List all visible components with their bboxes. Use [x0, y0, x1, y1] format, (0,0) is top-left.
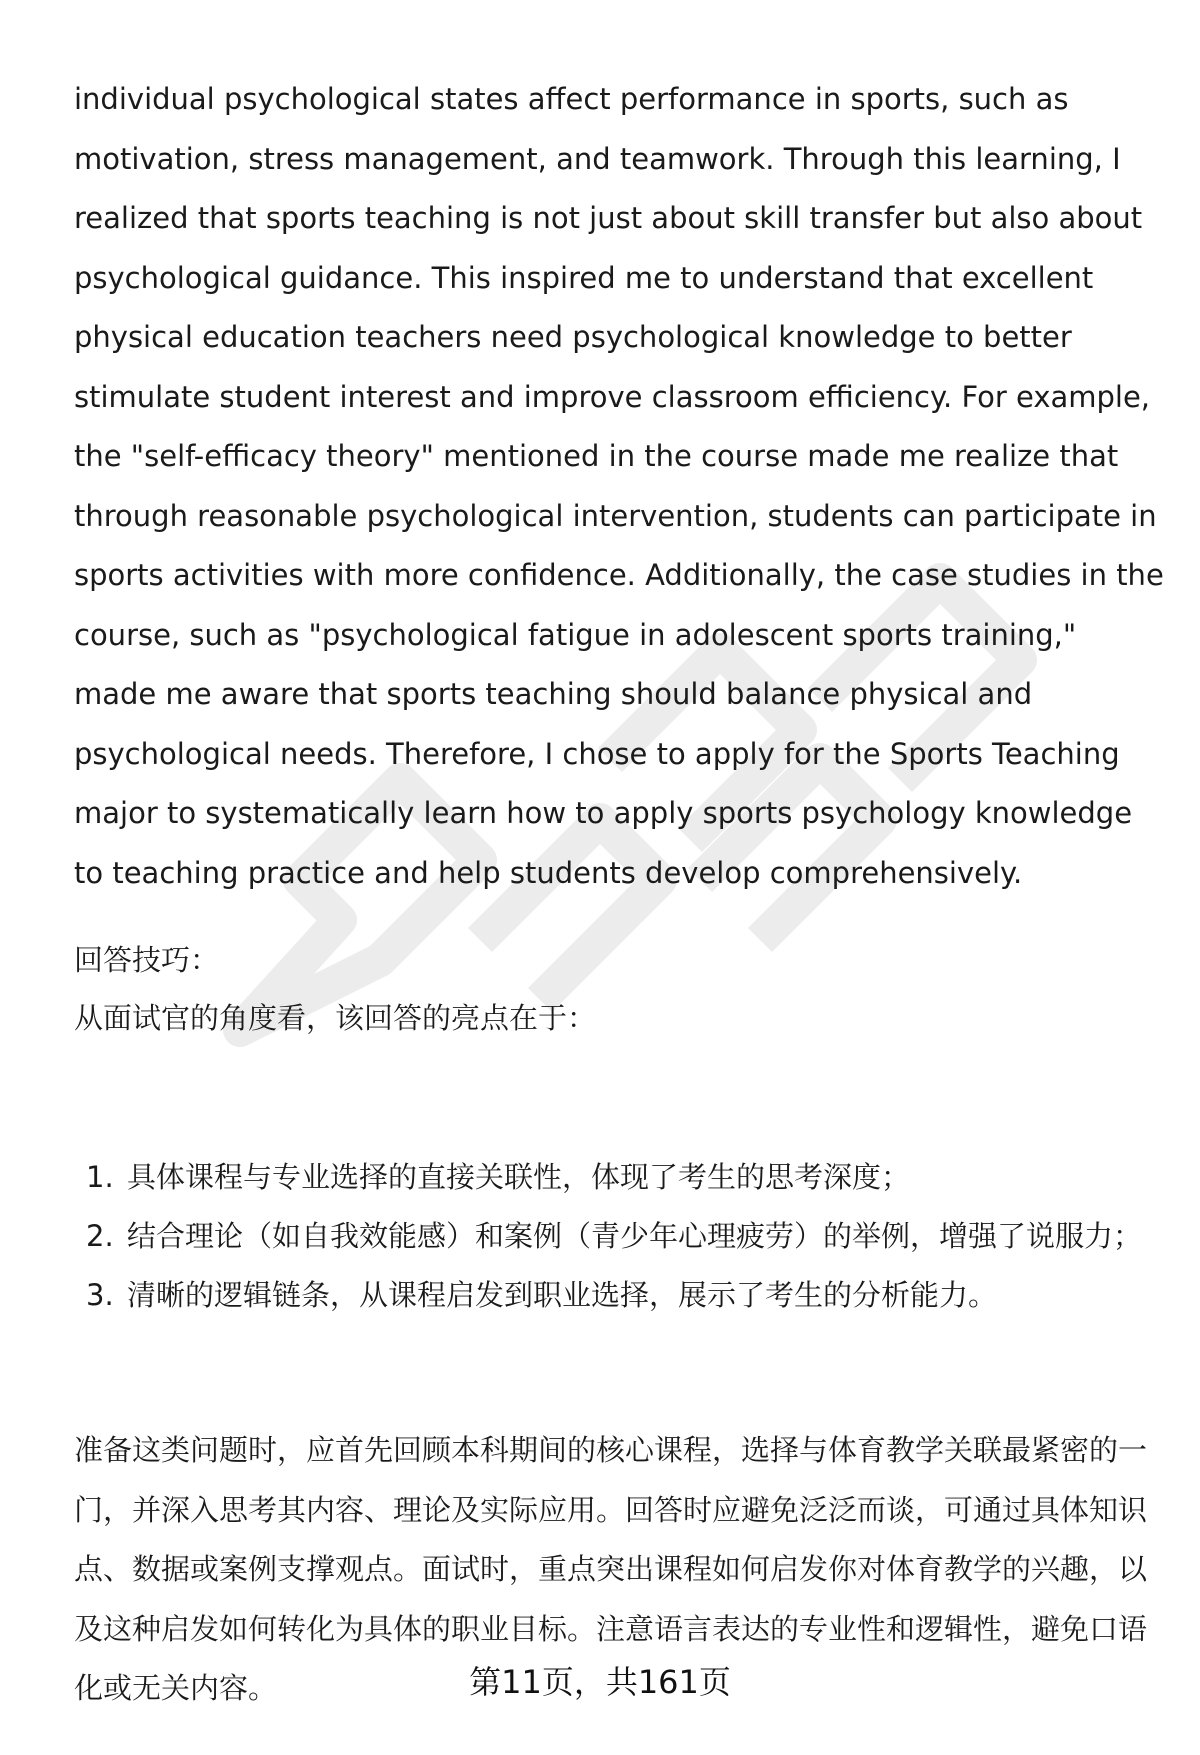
- list-text: 结合理论（如自我效能感）和案例（青少年心理疲劳）的举例，增强了说服力；: [127, 1219, 1143, 1253]
- highlights-list: [74, 1148, 1164, 1325]
- list-item: [74, 1266, 1164, 1325]
- list-number: 3.: [86, 1278, 114, 1312]
- body-paragraph: individual psychological states affect performance in sports, such as motivation, stress management, and teamwork. Through this learning, I realized that sports teaching is not just about skill transfer but also about psychological guidance. This inspired me to understand that excellent physical education teachers need psychological knowledge to better stimulate student interest and improve classroom efficiency. For example, the "self-efficacy theory" mentioned in the course made me realize that through reasonable psychological intervention, students can participate in sports activities with more confidence. Additionally, the case studies in the course, such as "psychological fatigue in adolescent sports training," made me aware that sports teaching should balance physical and psychological needs. Therefore, I chose to apply for the Sports Teaching major to systematically learn how to apply sports psychology knowledge to teaching practice and help students develop comprehensively.: [74, 82, 1164, 890]
- list-number: 2.: [86, 1219, 114, 1253]
- tips-heading: 回答技巧：: [74, 943, 220, 977]
- list-item: [74, 1207, 1164, 1266]
- list-item: [74, 1148, 1164, 1207]
- page-footer: 第11页，共161页: [469, 1663, 731, 1701]
- prep-paragraph: 准备这类问题时，应首先回顾本科期间的核心课程，选择与体育教学关联最紧密的一门，并深入思考其内容、理论及实际应用。回答时应避免泛泛而谈，可通过具体知识点、数据或案例支撑观点。面试时，重点突出课程如何启发你对体育教学的兴趣，以及这种启发如何转化为具体的职业目标。注意语言表达的专业性和逻辑性，避免口语化或无关内容。: [74, 1433, 1148, 1705]
- tips-intro: 从面试官的角度看，该回答的亮点在于：: [74, 1001, 597, 1035]
- list-text: 具体课程与专业选择的直接关联性，体现了考生的思考深度；: [127, 1160, 911, 1194]
- list-text: 清晰的逻辑链条，从课程启发到职业选择，展示了考生的分析能力。: [127, 1278, 998, 1312]
- list-number: 1.: [86, 1160, 114, 1194]
